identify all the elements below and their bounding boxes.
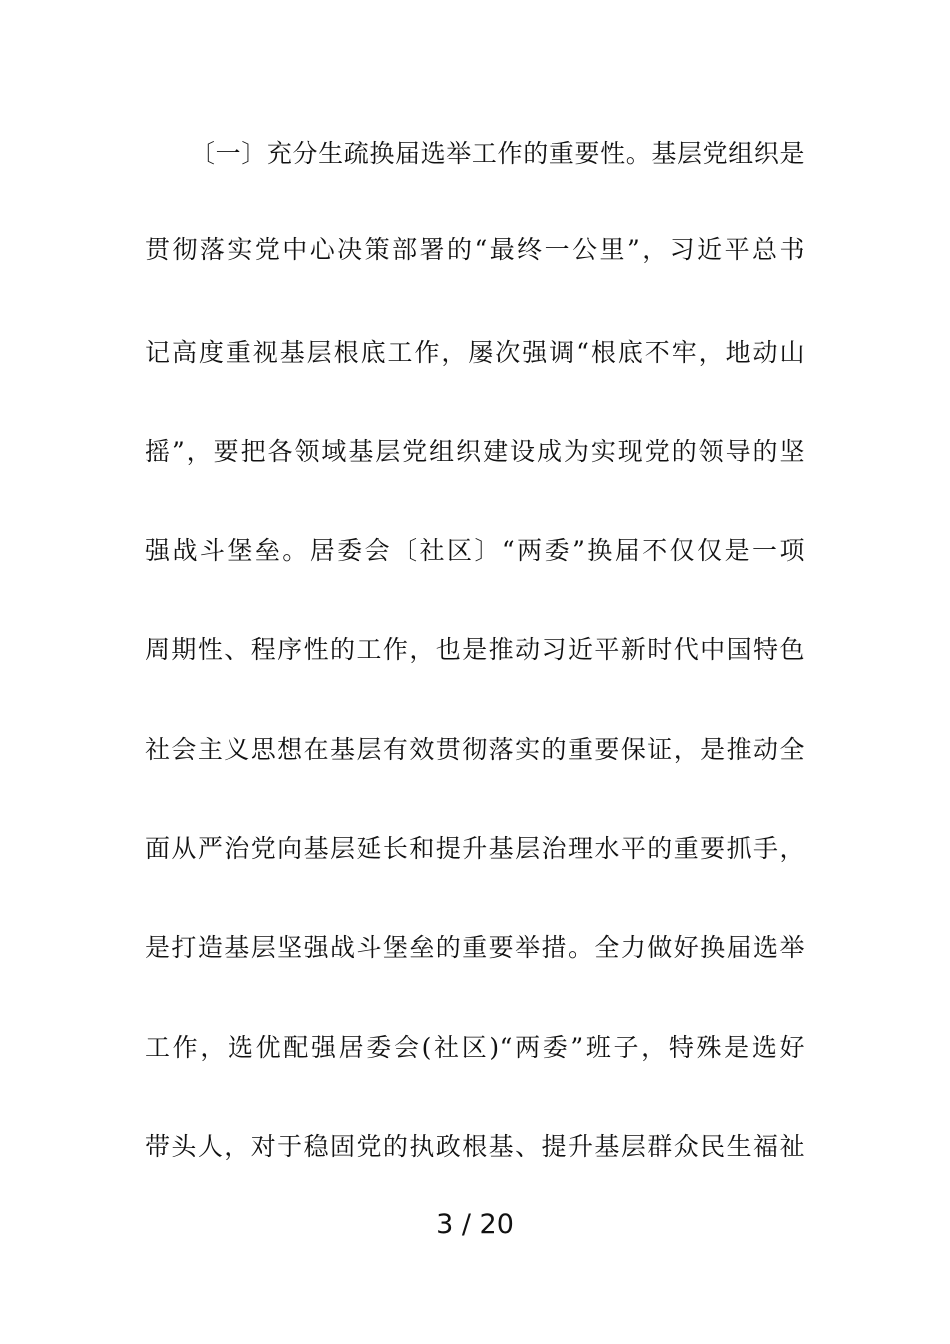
- paragraph-line: 工作，选优配强居委会(社区)“两委”班子，特殊是选好: [145, 1033, 805, 1062]
- paragraph-line: 〔一〕充分生疏换届选举工作的重要性。基层党组织是: [190, 139, 805, 168]
- paragraph-line: 周期性、程序性的工作，也是推动习近平新时代中国特色: [145, 635, 805, 664]
- paragraph-line: 是打造基层坚强战斗堡垒的重要举措。全力做好换届选举: [145, 933, 805, 962]
- paragraph-line: 带头人，对于稳固党的执政根基、提升基层群众民生福祉: [145, 1132, 805, 1161]
- paragraph-line: 面从严治党向基层延长和提升基层治理水平的重要抓手，: [145, 834, 805, 863]
- paragraph-line: 贯彻落实党中心决策部署的“最终一公里”，习近平总书: [145, 235, 805, 264]
- paragraph-line: 摇”，要把各领域基层党组织建设成为实现党的领导的坚: [145, 437, 805, 466]
- paragraph-line: 强战斗堡垒。居委会〔社区〕“两委”换届不仅仅是一项: [145, 536, 805, 565]
- paragraph-line: 记高度重视基层根底工作，屡次强调“根底不牢，地动山: [145, 338, 805, 367]
- paragraph-line: 社会主义思想在基层有效贯彻落实的重要保证，是推动全: [145, 735, 805, 764]
- page-number: 3 / 20: [436, 1209, 514, 1240]
